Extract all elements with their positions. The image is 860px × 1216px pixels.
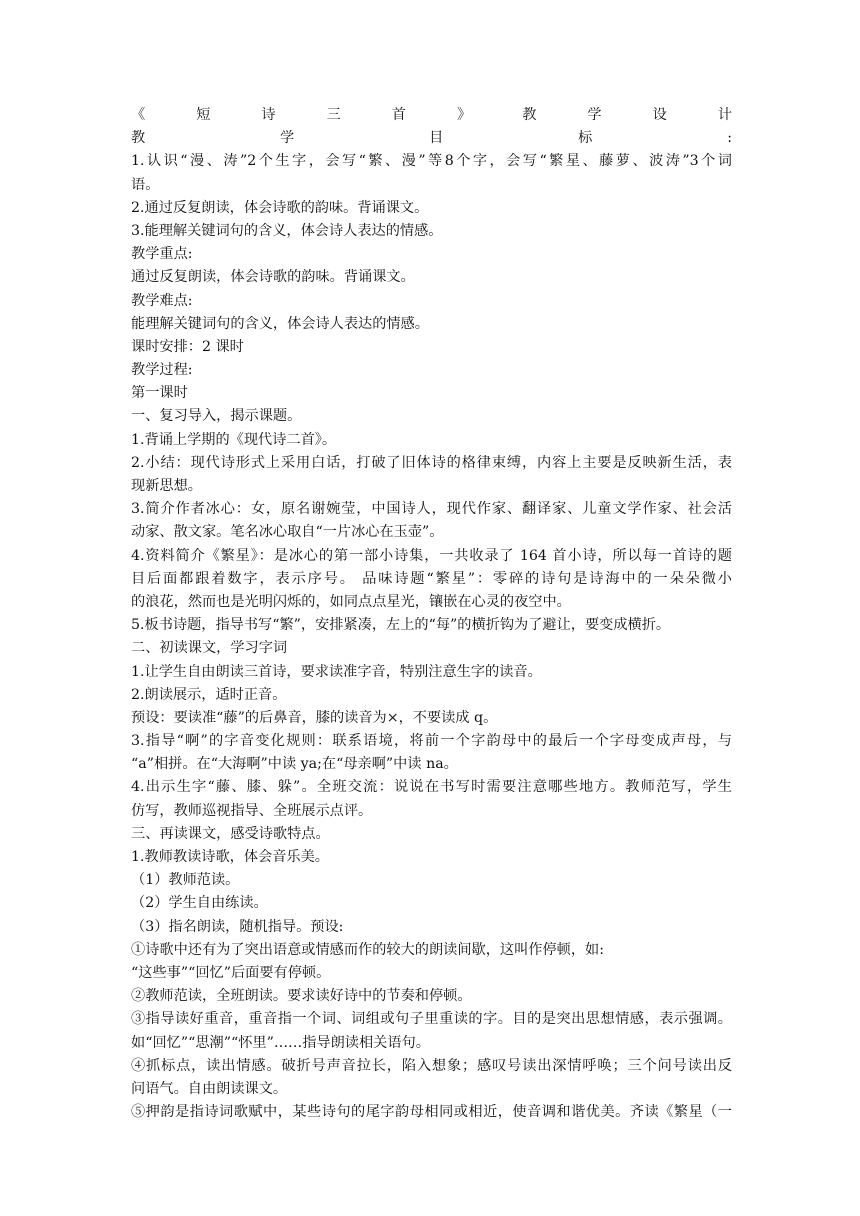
step-1-2-line-2: 现新思想。 bbox=[131, 478, 202, 494]
preset-item-2: ②教师范读，全班朗读。要求读好诗中的节奏和停顿。 bbox=[131, 988, 472, 1005]
preset-item-1-line-1: ①诗歌中还有为了突出语意或情感而作的较大的朗读间歇，这叫作停顿，如: bbox=[131, 941, 604, 958]
step-1-1: 1.背诵上学期的《现代诗二首》。 bbox=[131, 431, 337, 448]
lesson-one-heading: 第一课时 bbox=[131, 385, 188, 402]
preset-item-4-line-2: 问语气。自由朗读课文。 bbox=[131, 1080, 288, 1097]
step-3-1: 1.教师教读诗歌，体会音乐美。 bbox=[131, 849, 329, 865]
step-2-2-preset: 预设：要读准“藤”的后鼻音，膝的读音为×，不要读成 q。 bbox=[131, 709, 498, 726]
step-3-1-sub-3: （3）指名朗读，随机指导。预设: bbox=[131, 918, 344, 935]
step-1-5: 5.板书诗题，指导书写“繁”，安排紧凑，左上的“每”的横折钩为了避让，要变成横折。 bbox=[131, 617, 671, 634]
step-2-3-line-2: “a”相拼。在“大海啊”中读 ya;在“母亲啊”中读 na。 bbox=[131, 756, 458, 773]
step-1-3-line-1: 3.简介作者冰心：女，原名谢婉莹，中国诗人，现代作家、翻译家、儿童文学作家、社会活 bbox=[131, 501, 732, 518]
schedule-text: 课时安排：2 课时 bbox=[131, 338, 244, 355]
step-1-3-line-2: 动家、散文家。笔名冰心取自“一片冰心在玉壶”。 bbox=[131, 524, 444, 541]
step-2-3-line-1: 3.指导“啊”的字音变化规则：联系语境，将前一个字韵母中的最后一个字母变成声母，与 bbox=[131, 733, 732, 750]
preset-item-3-line-1: ③指导读好重音，重音指一个词、词组或句子里重读的字。目的是突出思想情感，表示强调。 bbox=[131, 1011, 732, 1028]
goal-1-line-2: 语。 bbox=[131, 176, 160, 193]
section-heading-goals: 教学目标: bbox=[131, 130, 732, 147]
key-points-text: 通过反复朗读，体会诗歌的韵味。背诵课文。 bbox=[131, 269, 415, 286]
goal-1-line-1: 1.认识“漫、涛”2个生字，会写“繁、漫”等8个字，会写“繁星、藤萝、波涛”3个词 bbox=[131, 153, 732, 170]
step-3-1-sub-1: （1）教师范读。 bbox=[131, 872, 240, 889]
step-1-4-line-2: 目后面都跟着数字，表示序号。 品味诗题“繁星”：零碎的诗句是诗海中的一朵朵微小 bbox=[131, 570, 732, 587]
part-one-heading: 一、复习导入，揭示课题。 bbox=[131, 408, 302, 425]
step-2-4-line-2: 仿写，教师巡视指导、全班展示点评。 bbox=[131, 802, 373, 819]
preset-item-5-line-1: ⑤押韵是指诗词歌赋中，某些诗句的尾字韵母相同或相近，使音调和谐优美。齐读《繁星（一 bbox=[131, 1104, 732, 1121]
step-1-2-line-1: 2.小结：现代诗形式上采用白话，打破了旧体诗的格律束缚，内容上主要是反映新生活，表 bbox=[131, 454, 732, 471]
goal-3: 3.能理解关键词句的含义，体会诗人表达的情感。 bbox=[131, 222, 443, 239]
doc-title: 《短诗三首》教学设计 bbox=[131, 107, 732, 123]
preset-item-4-line-1: ④抓标点，读出情感。破折号声音拉长，陷入想象；感叹号读出深情呼唤；三个问号读出反 bbox=[131, 1057, 732, 1074]
section-heading-process: 教学过程: bbox=[131, 362, 193, 379]
step-2-1: 1.让学生自由朗读三首诗，要求读准字音，特别注意生字的读音。 bbox=[131, 663, 542, 680]
difficulties-text: 能理解关键词句的含义，体会诗人表达的情感。 bbox=[131, 315, 429, 332]
section-heading-key-points: 教学重点: bbox=[131, 246, 193, 263]
preset-item-3-line-2: 如“回忆”“思潮”“怀里”……指导朗读相关语句。 bbox=[131, 1034, 430, 1051]
step-1-4-line-3: 的浪花，然而也是光明闪烁的，如同点点星光，镶嵌在心灵的夜空中。 bbox=[131, 593, 571, 610]
preset-item-1-line-2: “这些事”“回忆”后面要有停顿。 bbox=[131, 964, 331, 981]
step-3-1-sub-2: （2）学生自由练读。 bbox=[131, 895, 268, 912]
section-heading-difficulties: 教学难点: bbox=[131, 292, 193, 309]
step-2-2: 2.朗读展示，适时正音。 bbox=[131, 686, 287, 703]
step-2-4-line-1: 4.出示生字“藤、膝、躲”。全班交流：说说在书写时需要注意哪些地方。教师范写，学生 bbox=[131, 779, 732, 796]
step-1-4-line-1: 4.资料简介《繁星》：是冰心的第一部小诗集，一共收录了 164 首小诗，所以每一首诗的题 bbox=[131, 547, 732, 564]
part-two-heading: 二、初读课文，学习字词 bbox=[131, 640, 288, 657]
goal-2: 2.通过反复朗读，体会诗歌的韵味。背诵课文。 bbox=[131, 199, 429, 216]
part-three-heading: 三、再读课文，感受诗歌特点。 bbox=[131, 825, 330, 842]
